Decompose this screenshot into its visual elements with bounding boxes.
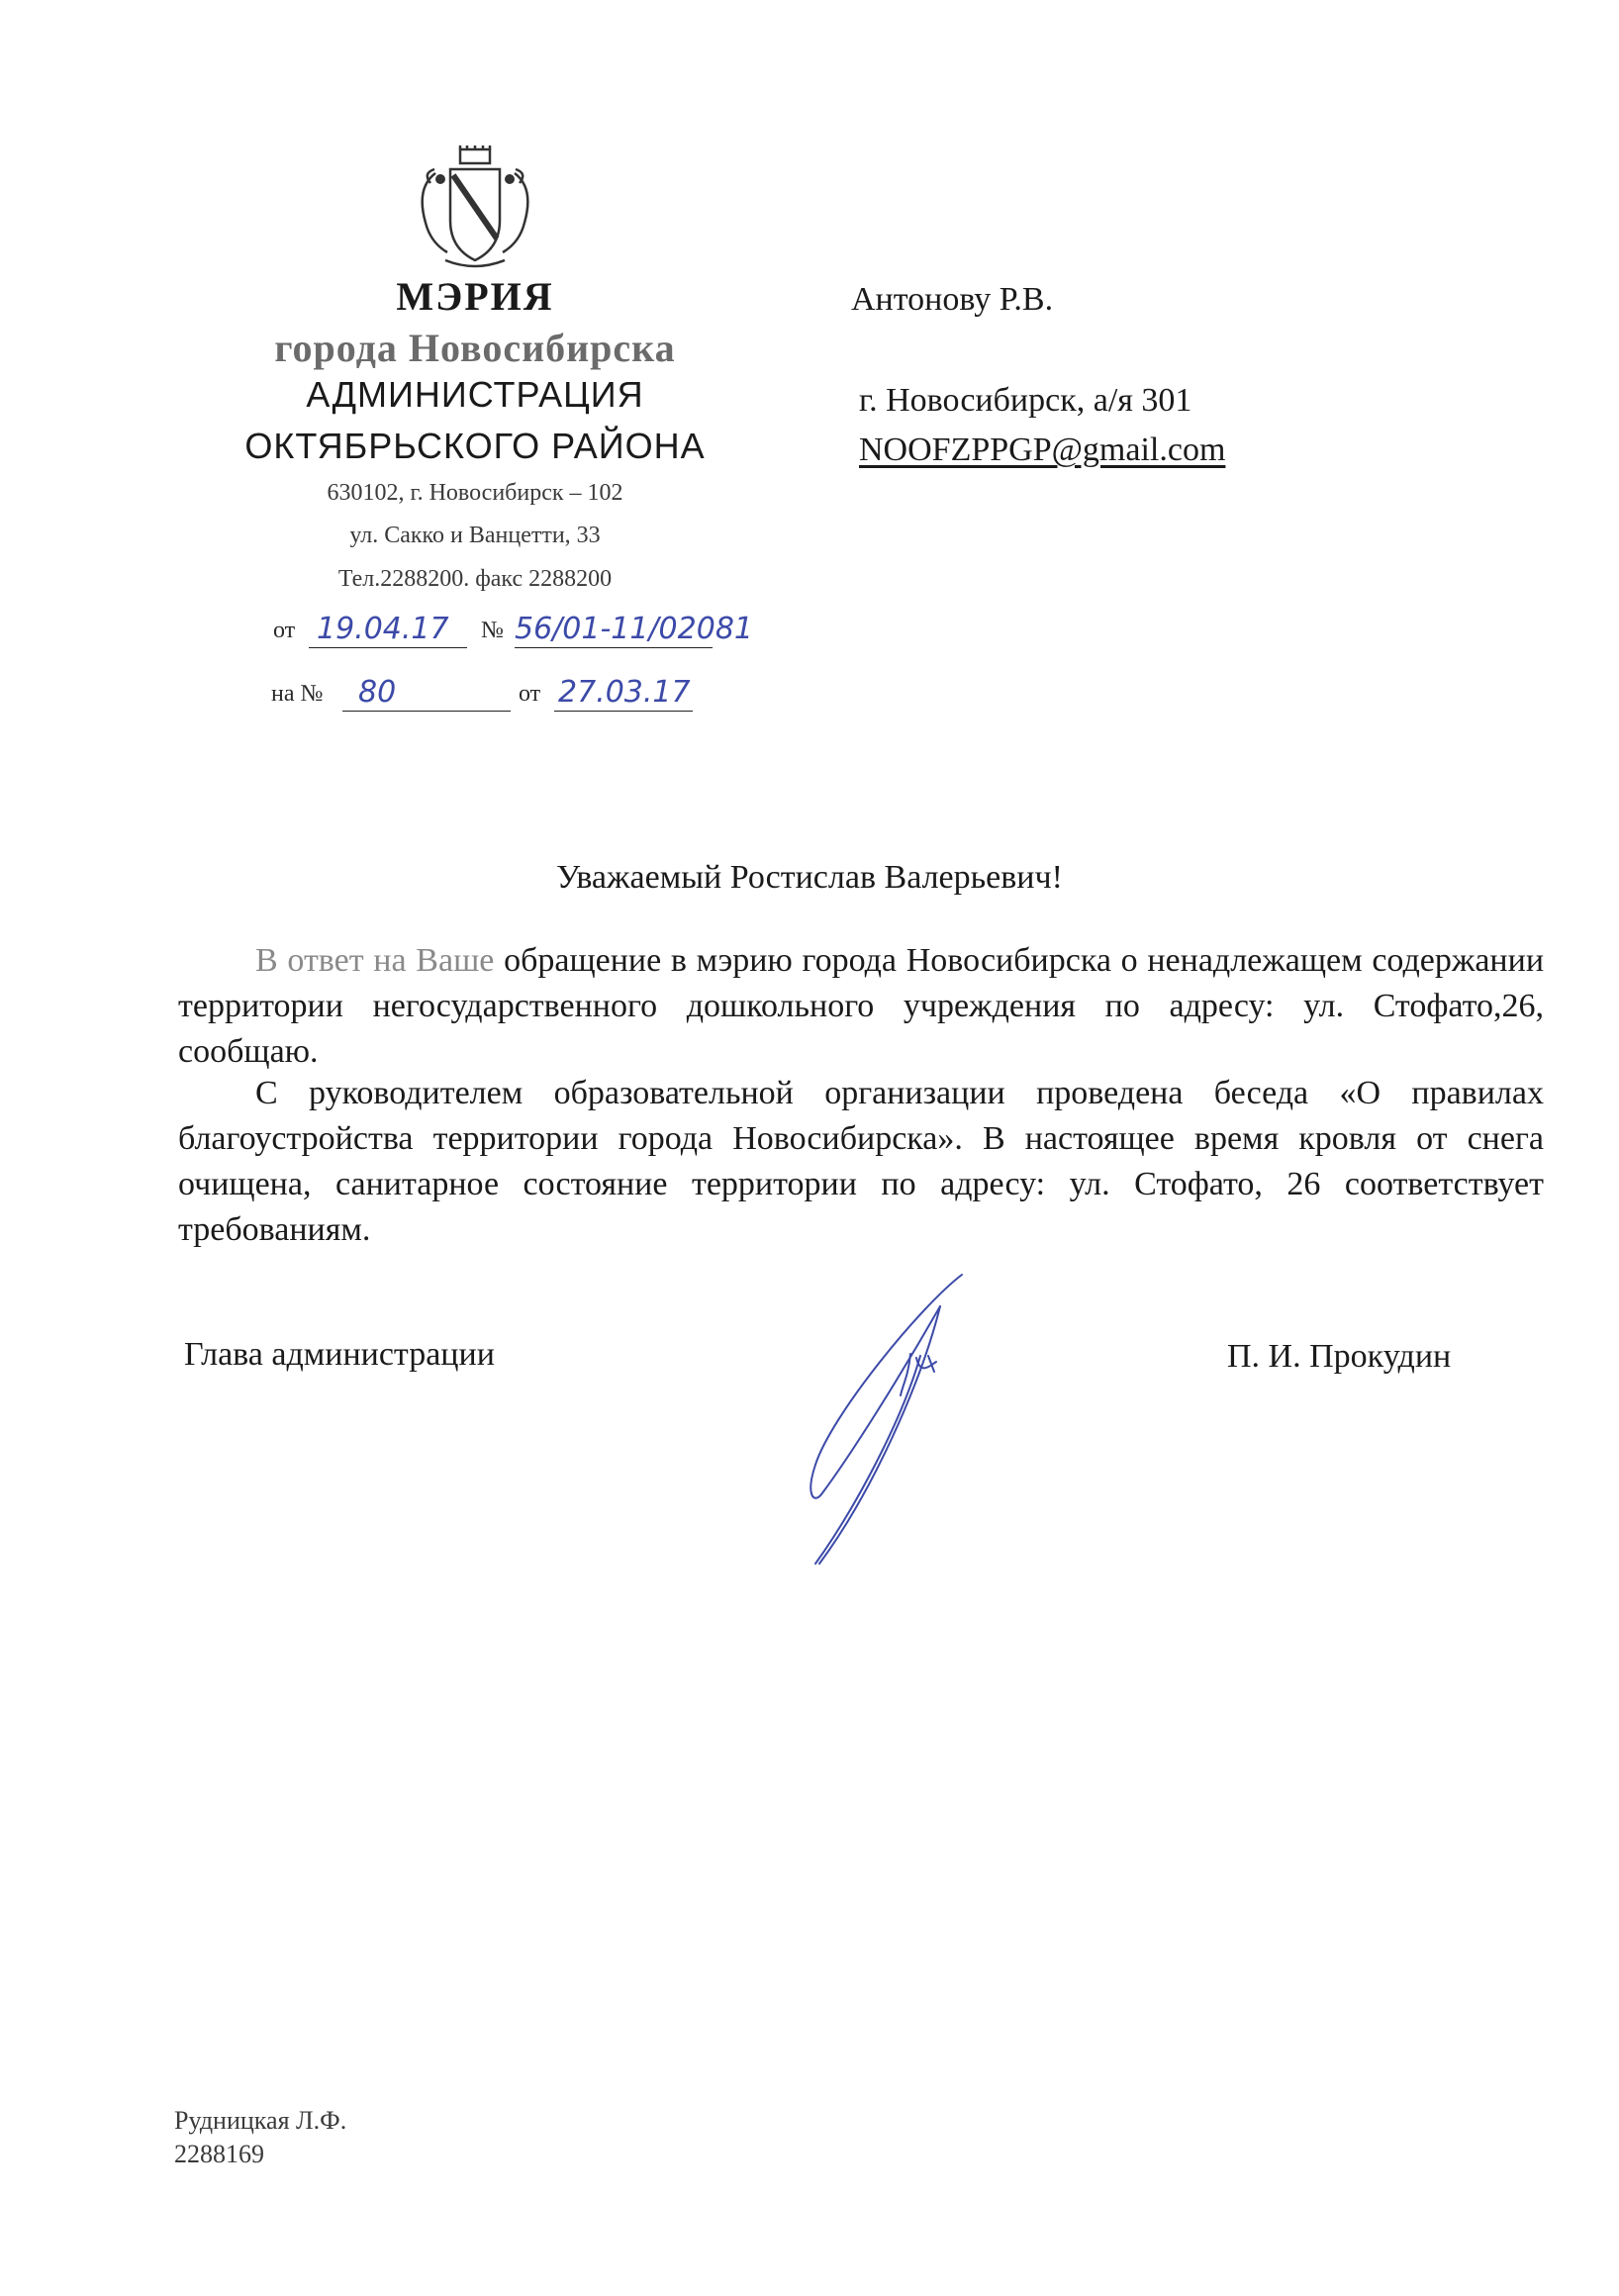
date-line	[309, 647, 467, 648]
paragraph-1	[178, 938, 1544, 1075]
paragraph-1-rest: обращение в мэрию города Новосибирска о ненадлежащем содержании территории негосударственного дошкольного учреждения по адресу: ул. Стофато,26, сообщаю.	[178, 942, 1545, 1070]
paragraph-1-lead: В ответ на Ваше	[255, 942, 495, 979]
outgoing-number: 56/01-11/02081	[515, 612, 753, 646]
number-line	[515, 647, 713, 648]
outgoing-date: 19.04.17	[317, 612, 449, 646]
letterhead-title: МЭРИЯ	[396, 274, 554, 319]
executor-phone: 2288169	[174, 2140, 264, 2168]
reference-row	[0, 675, 792, 720]
paragraph-2: С руководителем образовательной организации проведена беседа «О правилах благоустройства территории города Новосибирска». В настоящее время кровля от снега очищена, санитарное состояние территории по адресу: ул. Стофато, 26 соответствует требованиям.	[178, 1075, 1544, 1248]
handwritten-signature-icon	[792, 1267, 970, 1583]
reference-number: 80	[358, 675, 397, 710]
letterhead-city: города Новосибирска	[274, 326, 676, 370]
addressee-name: Антонову Р.В.	[851, 281, 1054, 318]
greeting: Уважаемый Ростислав Валерьевич!	[556, 859, 1063, 896]
registration-row	[0, 612, 792, 657]
letterhead-district: ОКТЯБРЬСКОГО РАЙОНА	[244, 426, 706, 466]
number-label: №	[481, 618, 504, 643]
letterhead-postal: 630102, г. Новосибирск – 102	[327, 480, 623, 506]
signatory-name: П. И. Прокудин	[1227, 1338, 1452, 1375]
ref-date-line	[554, 711, 693, 712]
letterhead-admin: АДМИНИСТРАЦИЯ	[306, 374, 644, 415]
letterhead-street: ул. Сакко и Ванцетти, 33	[349, 523, 601, 548]
executor-name: Рудницкая Л.Ф.	[174, 2106, 347, 2135]
addressee-city: г. Новосибирск, а/я 301	[859, 382, 1192, 419]
ref-label: на №	[271, 681, 324, 707]
from-label: от	[273, 618, 296, 643]
ref-number-line	[342, 711, 511, 712]
addressee-email[interactable]: NOOFZPPGP@gmail.com	[859, 431, 1226, 468]
coat-of-arms-icon	[406, 144, 544, 282]
ref-from-label: от	[519, 681, 541, 707]
reference-date: 27.03.17	[558, 675, 691, 710]
signatory-title: Глава администрации	[184, 1336, 495, 1373]
letterhead-phone: Тел.2288200. факс 2288200	[337, 566, 613, 592]
